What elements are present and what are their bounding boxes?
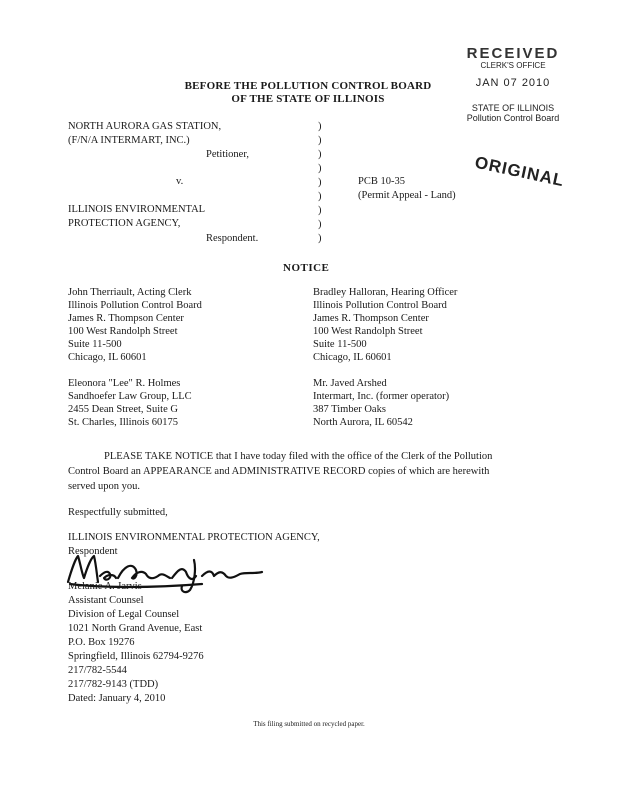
address-line: Chicago, IL 60601 [313, 352, 392, 363]
paren: ) [318, 149, 322, 160]
stamp-received: RECEIVED [466, 45, 560, 62]
address-line: Illinois Pollution Control Board [68, 300, 202, 311]
respondent-line-1: ILLINOIS ENVIRONMENTAL [68, 204, 206, 215]
paren: ) [318, 121, 322, 132]
address-line: Eleonora "Lee" R. Holmes [68, 378, 181, 389]
respondent-role: Respondent. [206, 233, 259, 244]
address-line: Chicago, IL 60601 [68, 352, 147, 363]
notice-paragraph-line-1: PLEASE TAKE NOTICE that I have today filed with the office of the Clerk of the Pollution [104, 451, 493, 462]
recipient-left-bottom [68, 377, 192, 429]
signature-line: Dated: January 4, 2010 [68, 693, 166, 704]
signature-line: Springfield, Illinois 62794-9276 [68, 651, 204, 662]
recipient-left-top [68, 286, 202, 364]
address-line: 387 Timber Oaks [313, 404, 386, 415]
address-line: Suite 11-500 [68, 339, 122, 350]
address-line: Bradley Halloran, Hearing Officer [313, 287, 458, 298]
recipient-right-bottom [313, 377, 449, 429]
address-line: Suite 11-500 [313, 339, 367, 350]
stamp-date: JAN 07 2010 [475, 77, 551, 89]
case-type: (Permit Appeal - Land) [358, 190, 456, 201]
address-line: Sandhoefer Law Group, LLC [68, 391, 192, 402]
notice-paragraph-line-3: served upon you. [68, 481, 141, 492]
petitioner-line-2: (F/N/A INTERMART, INC.) [68, 135, 190, 146]
signature-line: Melanie A. Jarvis [68, 581, 142, 592]
respondent-label: Respondent [68, 546, 118, 557]
signature-line: 217/782-9143 (TDD) [68, 679, 159, 690]
address-line: John Therriault, Acting Clerk [68, 287, 192, 298]
address-line: Mr. Javed Arshed [313, 378, 387, 389]
signature-details [68, 580, 204, 706]
petitioner-line-1: NORTH AURORA GAS STATION, [68, 121, 222, 132]
stamp-state: STATE OF ILLINOIS [471, 103, 555, 113]
caption-parens [318, 120, 322, 246]
address-line: 2455 Dean Street, Suite G [68, 404, 178, 415]
closing: Respectfully submitted, [68, 507, 168, 518]
notice-title: NOTICE [283, 262, 330, 274]
received-stamp [448, 46, 578, 123]
address-line: North Aurora, IL 60542 [313, 417, 413, 428]
address-line: 100 West Randolph Street [313, 326, 423, 337]
recipient-right-top [313, 286, 457, 364]
address-line: Illinois Pollution Control Board [313, 300, 447, 311]
signature-line: Division of Legal Counsel [68, 609, 180, 620]
paren: ) [318, 233, 322, 244]
address-line: 100 West Randolph Street [68, 326, 178, 337]
versus: v. [176, 176, 184, 187]
address-line: James R. Thompson Center [313, 313, 429, 324]
heading-line-1: BEFORE THE POLLUTION CONTROL BOARD [184, 80, 432, 92]
case-number: PCB 10-35 [358, 176, 405, 187]
signature-line: Assistant Counsel [68, 595, 144, 606]
signature-line: 217/782-5544 [68, 665, 127, 676]
signature-line: 1021 North Grand Avenue, East [68, 623, 203, 634]
respondent-line-2: PROTECTION AGENCY, [68, 218, 181, 229]
stamp-board: Pollution Control Board [466, 113, 560, 123]
agency-name: ILLINOIS ENVIRONMENTAL PROTECTION AGENCY, [68, 532, 320, 543]
address-line: James R. Thompson Center [68, 313, 184, 324]
address-line: St. Charles, Illinois 60175 [68, 417, 178, 428]
address-line: Intermart, Inc. (former operator) [313, 391, 450, 402]
paren: ) [318, 219, 322, 230]
heading-line-2: OF THE STATE OF ILLINOIS [231, 93, 385, 105]
petitioner-role: Petitioner, [206, 149, 250, 160]
paren: ) [318, 163, 322, 174]
footer-note: This filing submitted on recycled paper. [253, 720, 365, 728]
notice-paragraph-line-2: Control Board an APPEARANCE and ADMINISTRATIVE RECORD copies of which are herewith [68, 466, 490, 477]
original-stamp: ORIGINAL [473, 152, 567, 191]
signature-line: P.O. Box 19276 [68, 637, 135, 648]
paren: ) [318, 205, 322, 216]
paren: ) [318, 191, 322, 202]
paren: ) [318, 177, 322, 188]
stamp-clerks-office: CLERK'S OFFICE [480, 61, 546, 70]
paren: ) [318, 135, 322, 146]
